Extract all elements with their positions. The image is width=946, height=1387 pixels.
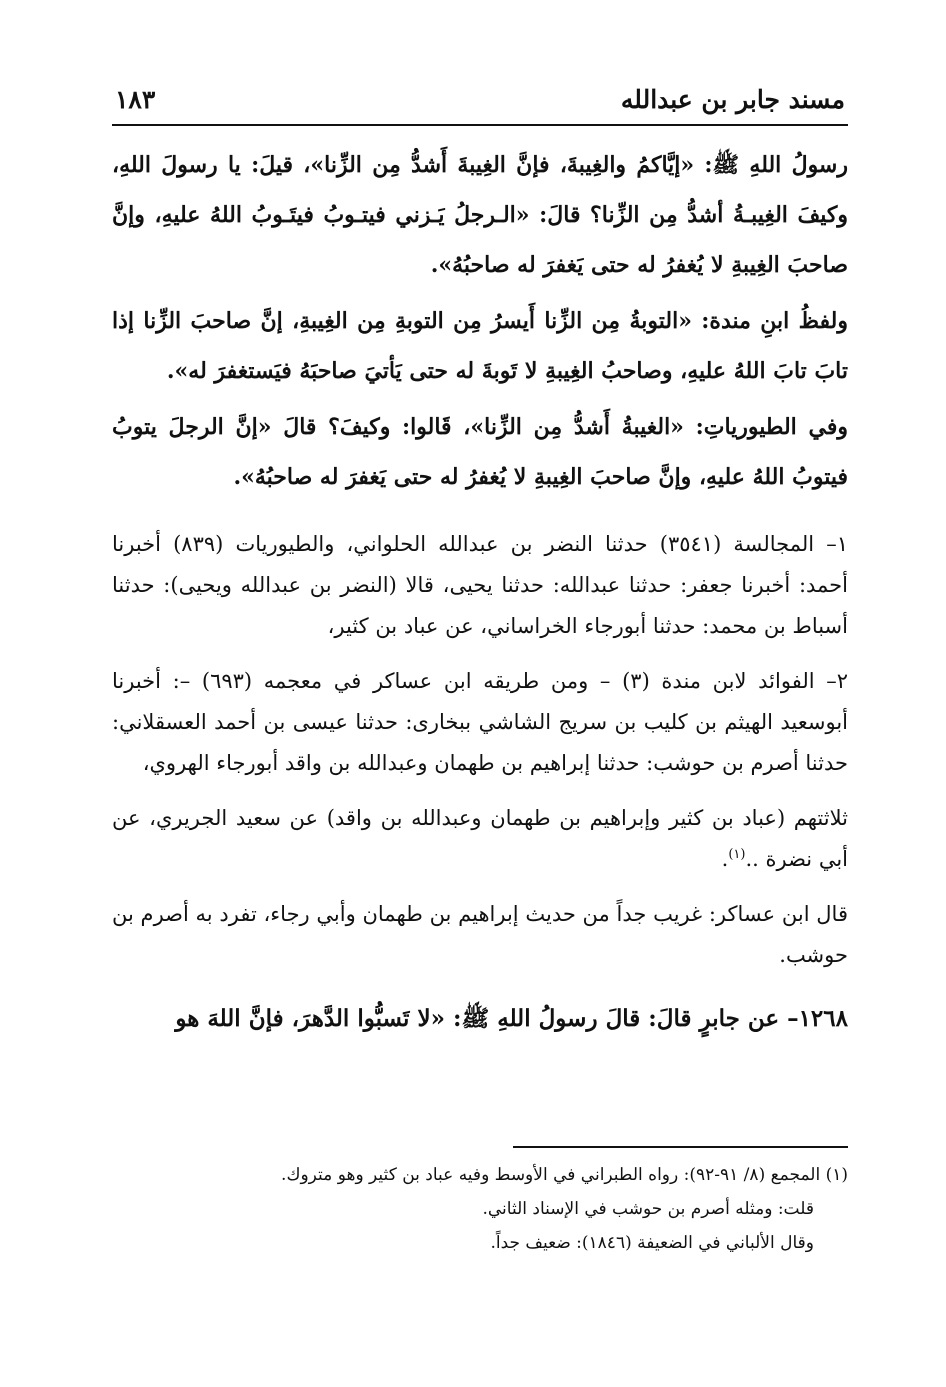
running-head: مسند جابر بن عبدالله xyxy=(620,85,845,114)
hadith-1268-start: ١٢٦٨– عن جابرٍ قالَ: قالَ رسولُ اللهِ ﷺ: «لا تَسبُّوا الدَّهرَ، فإنَّ اللهَ هو xyxy=(175,1005,848,1032)
hadith-text-paragraph: رسولُ اللهِ ﷺ: «إيَّاكمُ والغِيبةَ، فإنَّ الغِيبةَ أَشدُّ مِن الزِّنا»، قيلَ: يا رسولَ اللهِ، وكيفَ الغِيبـةُ أشدُّ مِن الزِّنا؟ قالَ: «الـرجلُ يَـزني فيتـوبُ فيتَـوبُ اللهُ عليهِ، وإنَّ صاحبَ الغِيبةِ لا يُغفرُ له حتى يَغفرَ له صاحبُهُ». xyxy=(112,152,848,278)
ibn-mandah-wording-paragraph: ولفظُ ابنِ مندة: «التوبةُ مِن الزِّنا أَيسرُ مِن التوبةِ مِن الغِيبةِ، إنَّ صاحبَ الزِّنا إذا تابَ تابَ اللهُ عليهِ، وصاحبُ الغِيبةِ لا تَوبةَ له حتى يَأتيَ صاحبَهُ فيَستغفرَ له». xyxy=(112,308,848,384)
footnote-1: (١) المجمع (٨/ ٩١-٩٢): رواه الطبراني في الأوسط وفيه عباد بن كثير وهو متروك. xyxy=(281,1165,848,1185)
takhrij-paragraph-1: ١– المجالسة (٣٥٤١) حدثنا النضر بن عبدالله الحلواني، والطيوريات (٨٣٩) أخبرنا أحمد: أخبرنا جعفر: حدثنا عبدالله: حدثنا يحيى، قالا (النضر بن عبدالله ويحيى): حدثنا أسباط بن محمد: حدثنا أبورجاء الخراساني، عن عباد بن كثير، xyxy=(112,532,848,638)
footnote-rule xyxy=(513,1146,848,1148)
main-text xyxy=(112,140,848,1044)
footnote-reference: (١) xyxy=(728,847,746,862)
page-number: ١٨٣ xyxy=(115,85,156,114)
footnote-1-comment: قلت: ومثله أصرم بن حوشب في الإسناد الثاني. xyxy=(482,1199,814,1219)
header-rule xyxy=(112,124,848,126)
takhrij-paragraph-3: ثلاثتهم (عباد بن كثير وإبراهيم بن طهمان وعبدالله بن واقد) عن سعيد الجريري، عن أبي نضرة ..$^{(١)}$. xyxy=(112,806,848,871)
tuyuriyyat-wording-paragraph: وفي الطيورياتِ: «الغيبةُ أَشدُّ مِن الزِّنا»، قَالوا: وكيفَ؟ قالَ «إنَّ الرجلَ يتوبُ فيتوبُ اللهُ عليهِ، وإنَّ صاحبَ الغِيبةِ لا يُغفرُ له حتى يَغفرَ له صاحبُهُ». xyxy=(112,414,848,490)
footnotes xyxy=(112,1158,848,1260)
ibn-asakir-comment: قال ابن عساكر: غريب جداً من حديث إبراهيم بن طهمان وأبي رجاء، تفرد به أصرم بن حوشب. xyxy=(112,902,848,967)
footnote-1-albani: وقال الألباني في الضعيفة (١٨٤٦): ضعيف جداً. xyxy=(490,1233,814,1253)
page-header xyxy=(115,82,845,122)
takhrij-paragraph-3-text: ثلاثتهم (عباد بن كثير وإبراهيم بن طهمان وعبدالله بن واقد) عن سعيد الجريري، عن أبي نضرة .. xyxy=(112,806,848,871)
takhrij-paragraph-2: ٢– الفوائد لابن مندة (٣) – ومن طريقه ابن عساكر في معجمه (٦٩٣) –: أخبرنا أبوسعيد الهيثم بن كليب بن سريج الشاشي ببخارى: حدثنا عيسى بن أحمد العسقلاني: حدثنا أصرم بن حوشب: حدثنا إبراهيم بن طهمان وعبدالله بن واقد أبورجاء الهروي، xyxy=(112,669,848,775)
